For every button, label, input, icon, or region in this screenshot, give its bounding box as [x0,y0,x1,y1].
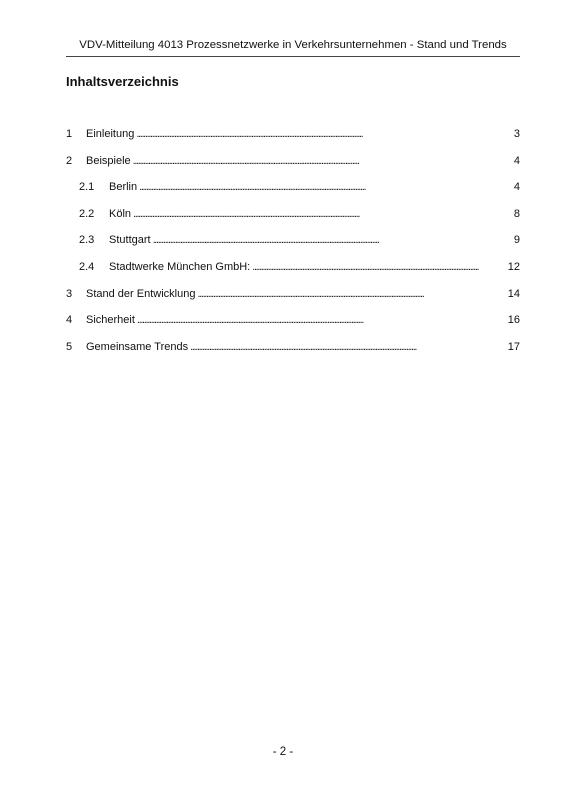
toc-entry-page: 4 [513,181,520,194]
toc-dot-leader [252,260,506,274]
toc-entry-page: 4 [513,154,520,167]
toc-heading: Inhaltsverzeichnis [66,74,179,89]
toc-entry-number: 1 [66,128,73,140]
toc-entry-einleitung[interactable] [66,127,520,154]
toc-dot-leader [190,340,506,354]
toc-entry-beispiele[interactable] [66,154,520,181]
toc-entry-number: 2.1 [79,181,95,194]
toc-entry-number: 2.3 [79,234,95,247]
table-of-contents [66,127,520,366]
toc-entry-title: Stand der Entwicklung [86,287,196,300]
running-header: VDV-Mitteilung 4013 Prozessnetzwerke in Verkehrsunternehmen - Stand und Trends [79,39,507,51]
toc-entry-page: 9 [513,234,520,247]
toc-entry-gemeinsame-trends[interactable] [66,340,520,367]
toc-entry-title: Berlin [109,181,138,194]
toc-entry-stadtwerke-muenchen[interactable] [66,260,520,287]
toc-entry-page: 14 [507,287,520,300]
toc-entry-page: 17 [507,340,520,353]
toc-entry-number: 4 [66,314,73,327]
toc-entry-stuttgart[interactable] [66,233,520,260]
toc-dot-leader [137,313,506,327]
toc-dot-leader [197,287,505,301]
toc-entry-number: 5 [66,340,73,353]
toc-dot-leader [133,154,512,168]
toc-dot-leader [153,233,512,247]
header-divider [66,56,520,57]
toc-entry-title: Einleitung [86,128,135,140]
toc-entry-sicherheit[interactable] [66,313,520,340]
toc-entry-number: 3 [66,287,73,300]
toc-dot-leader [139,180,512,194]
toc-entry-title: Sicherheit [86,314,135,327]
toc-entry-stand-der-entwicklung[interactable] [66,287,520,314]
toc-entry-title: Stuttgart [109,234,151,247]
toc-entry-page: 3 [513,128,520,140]
toc-entry-title: Köln [109,207,132,220]
toc-entry-berlin[interactable] [66,180,520,207]
toc-entry-page: 8 [513,207,520,220]
toc-dot-leader [133,207,512,221]
toc-entry-title: Stadtwerke München GmbH: [109,260,251,273]
toc-entry-page: 16 [507,314,520,327]
toc-entry-number: 2 [66,154,73,167]
toc-entry-koeln[interactable] [66,207,520,234]
toc-entry-title: Beispiele [86,154,131,167]
toc-entry-page: 12 [507,260,520,273]
toc-dot-leader [136,127,512,141]
toc-entry-number: 2.4 [79,260,95,273]
toc-entry-title: Gemeinsame Trends [86,340,189,353]
page-number: - 2 - [272,746,294,758]
toc-entry-number: 2.2 [79,207,95,220]
